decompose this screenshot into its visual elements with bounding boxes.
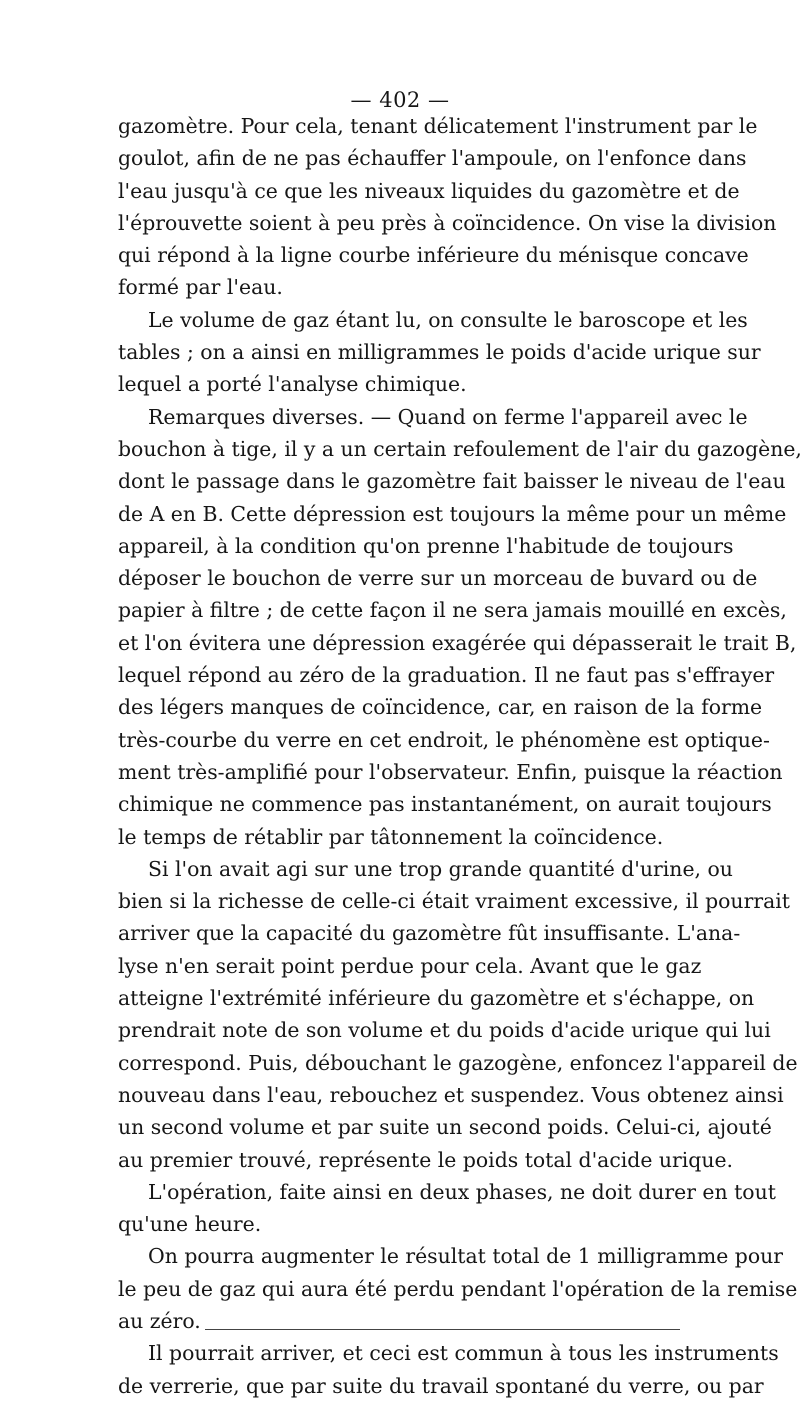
text-line: atteigne l'extrémité inférieure du gazomètre et s'échappe, on xyxy=(118,986,755,1011)
text-line: arriver que la capacité du gazomètre fût insuffisante. L'ana- xyxy=(118,921,741,946)
text-line: de A en B. Cette dépression est toujours la même pour un même xyxy=(118,501,787,526)
text-line: des légers manques de coïncidence, car, en raison de la forme xyxy=(118,695,763,720)
text-line: déposer le bouchon de verre sur un morceau de buvard ou de xyxy=(118,566,758,591)
text-line: qu'une heure. xyxy=(118,1212,262,1237)
text-line: lequel a porté l'analyse chimique. xyxy=(118,372,467,397)
text-line: le peu de gaz qui aura été perdu pendant l'opération de la remise xyxy=(118,1276,798,1301)
text-line: lequel répond au zéro de la graduation. Il ne faut pas s'effrayer xyxy=(118,663,775,688)
text-line: et l'on évitera une dépression exagérée qui dépasserait le trait B, xyxy=(118,630,797,655)
text-line: bouchon à tige, il y a un certain refoulement de l'air du gazogène, xyxy=(118,436,802,461)
text-line: au premier trouvé, représente le poids total d'acide urique. xyxy=(118,1147,734,1172)
text-line: On pourra augmenter le résultat total de 1 milligramme pour xyxy=(148,1244,784,1269)
rule-line xyxy=(118,1305,680,1337)
text-line: un second volume et par suite un second poids. Celui-ci, ajouté xyxy=(118,1115,772,1140)
text-line: l'éprouvette soient à peu près à coïncidence. On vise la division xyxy=(118,210,777,235)
text-line: Le volume de gaz étant lu, on consulte le baroscope et les xyxy=(148,307,748,332)
text-line: L'opération, faite ainsi en deux phases, ne doit durer en tout xyxy=(148,1179,776,1204)
text-line: correspond. Puis, débouchant le gazogène, enfoncez l'appareil de xyxy=(118,1050,798,1075)
text-line: formé par l'eau. xyxy=(118,275,283,300)
text-line: papier à filtre ; de cette façon il ne sera jamais mouillé en excès, xyxy=(118,598,787,623)
text-line: de verrerie, que par suite du travail spontané du verre, ou par xyxy=(118,1373,764,1398)
text-line: Il pourrait arriver, et ceci est commun à tous les instruments xyxy=(148,1341,779,1366)
closing-lines xyxy=(118,1337,779,1402)
body-text xyxy=(118,110,802,1402)
text-line: nouveau dans l'eau, rebouchez et suspendez. Vous obtenez ainsi xyxy=(118,1082,784,1107)
text-line: tables ; on a ainsi en milligrammes le poids d'acide urique sur xyxy=(118,340,761,365)
text-line: ment très-amplifié pour l'observateur. Enfin, puisque la réaction xyxy=(118,759,783,784)
text-line: appareil, à la condition qu'on prenne l'habitude de toujours xyxy=(118,533,734,558)
text-line: lyse n'en serait point perdue pour cela. Avant que le gaz xyxy=(118,953,702,978)
text-line: goulot, afin de ne pas échauffer l'ampoule, on l'enfonce dans xyxy=(118,146,747,171)
text-line: prendrait note de son volume et du poids d'acide urique qui lui xyxy=(118,1018,771,1043)
text-line: qui répond à la ligne courbe inférieure du ménisque concave xyxy=(118,243,749,268)
paragraph-lines xyxy=(118,110,802,1305)
text-line: Si l'on avait agi sur une trop grande quantité d'urine, ou xyxy=(148,856,733,881)
text-line: bien si la richesse de celle-ci était vraiment excessive, il pourrait xyxy=(118,889,790,914)
rule-line-text: au zéro. xyxy=(118,1305,205,1337)
text-line: Remarques diverses. — Quand on ferme l'appareil avec le xyxy=(148,404,748,429)
text-line: chimique ne commence pas instantanément, on aurait toujours xyxy=(118,792,772,817)
text-line: très-courbe du verre en cet endroit, le phénomène est optique- xyxy=(118,727,770,752)
text-line: l'eau jusqu'à ce que les niveaux liquides du gazomètre et de xyxy=(118,178,740,203)
page-number: — 402 — xyxy=(350,88,450,112)
text-line: gazomètre. Pour cela, tenant délicatement l'instrument par le xyxy=(118,114,758,138)
text-line: le temps de rétablir par tâtonnement la coïncidence. xyxy=(118,824,664,849)
text-line: dont le passage dans le gazomètre fait baisser le niveau de l'eau xyxy=(118,469,786,494)
